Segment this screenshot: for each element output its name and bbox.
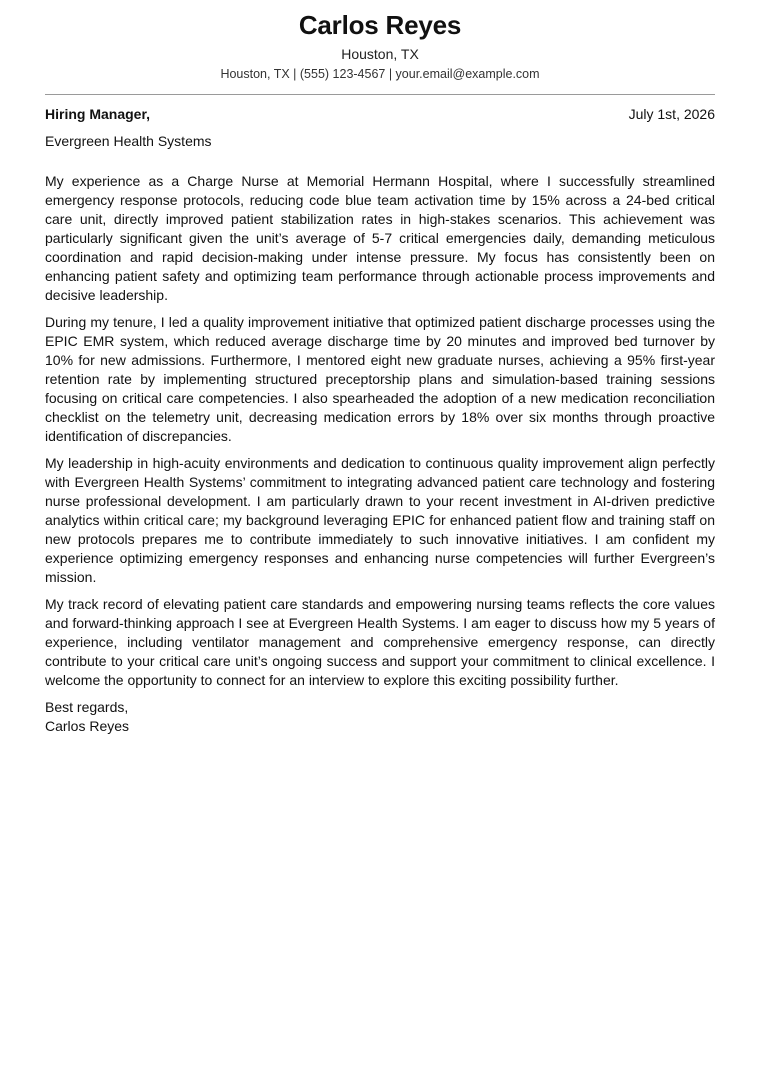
company-name: Evergreen Health Systems [45,133,212,149]
contact-line: Houston, TX | (555) 123-4567 | your.email@example.com [220,67,540,81]
body-paragraph-2: During my tenure, I led a quality improvement initiative that optimized patient discharge processes using the EPIC EMR system, which reduced average discharge time by 20 minutes and improved bed turnover by 10% for new admissions. Furthermore, I mentored eight new graduate nurses, achieving a 95% first-year retention rate by implementing structured preceptorship plans and simulation-based training sessions focusing on critical care competencies. I also spearheaded the adoption of a new medication reconciliation checklist on the telemetry unit, decreasing medication errors by 18% over six months through proactive identification of discrepancies. [45,314,715,444]
recipient-date-row [45,105,715,123]
applicant-name: Carlos Reyes [298,10,462,40]
header-divider [45,94,715,95]
body-paragraph-4: My track record of elevating patient care standards and empowering nursing teams reflects the core values and forward-thinking approach I see at Evergreen Health Systems. I am eager to discuss how my 5 years of experience, including ventilator management and comprehensive emergency response, can directly contribute to your critical care unit’s ongoing success and support your commitment to clinical excellence. I welcome the opportunity to connect for an interview to explore this exciting possibility further. [45,596,715,688]
applicant-city: Houston, TX [341,46,419,62]
letter-date: July 1st, 2026 [628,106,715,122]
letter-closing [45,698,715,736]
body-paragraph-3: My leadership in high-acuity environments and dedication to continuous quality improvement align perfectly with Evergreen Health Systems’ commitment to integrating advanced patient care technology and fostering nurse professional development. I am particularly drawn to your recent investment in AI-driven predictive analytics within critical care; my background leveraging EPIC for enhanced patient flow and training staff on new protocols prepares me to contribute immediately to such innovative initiatives. I am confident my experience optimizing emergency responses and enhancing nurse competencies will further Evergreen’s mission. [45,455,715,585]
recipient-salutation: Hiring Manager, [45,106,151,122]
closing-phrase: Best regards, [45,699,129,715]
signature-name: Carlos Reyes [45,718,130,734]
letter-body [45,172,715,690]
body-paragraph-1: My experience as a Charge Nurse at Memorial Hermann Hospital, where I successfully streamlined emergency response protocols, reducing code blue team activation time by 15% across a 24-bed critical care unit, directly improved patient stabilization rates in high-stakes scenarios. This achievement was particularly significant given the unit’s average of 5-7 critical emergencies daily, demanding meticulous coordination and rapid decision-making under intense pressure. My focus has consistently been on enhancing patient safety and optimizing team performance through actionable process improvements and decisive leadership. [45,173,715,303]
